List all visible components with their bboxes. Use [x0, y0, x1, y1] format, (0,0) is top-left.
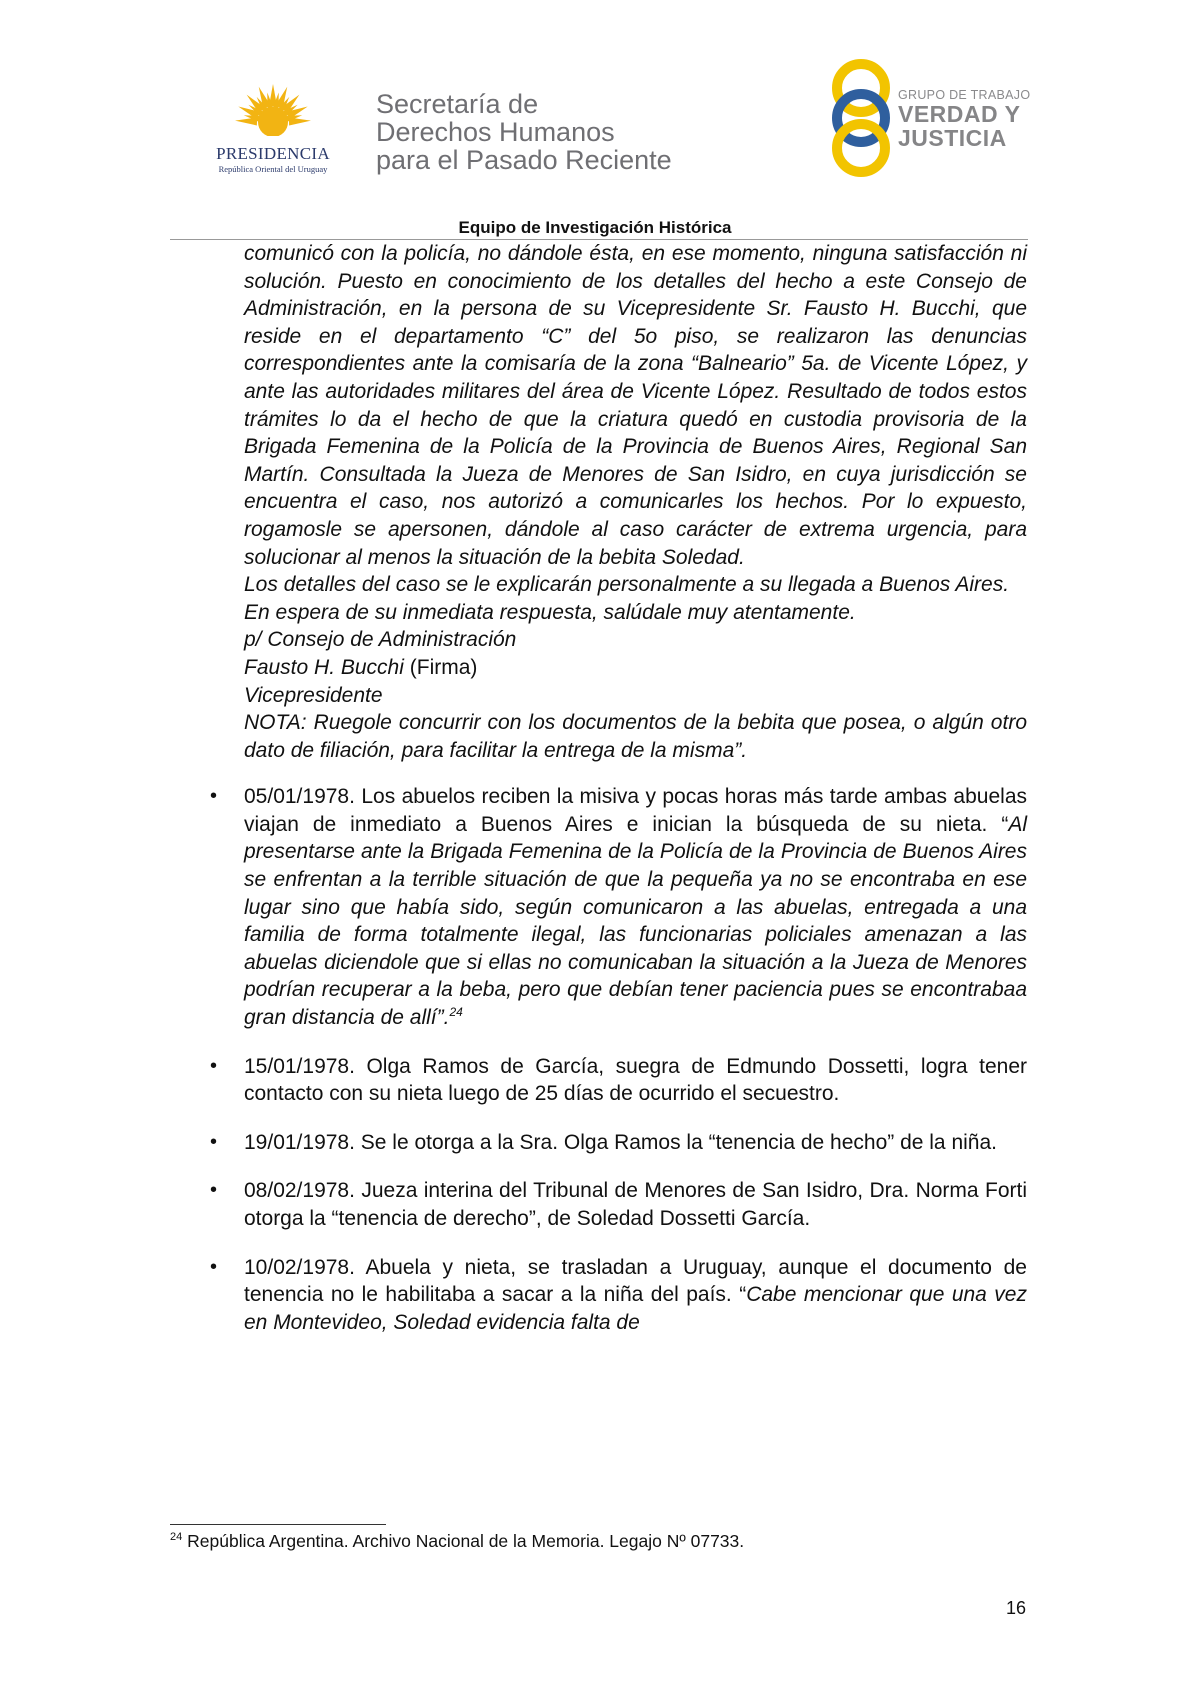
footnote-number: 24 [170, 1531, 183, 1544]
verdad-justicia-rings-logo [818, 56, 904, 180]
quoted-letter [244, 240, 1027, 764]
document-header [0, 0, 1190, 240]
grupo-trabajo-line-2: VERDAD Y [898, 101, 1021, 127]
quote-signer-title: Vicepresidente [244, 683, 383, 707]
footnote-divider [170, 1524, 386, 1525]
quote-paragraph: comunicó con la policía, no dándole ésta, en ese momento, ninguna satisfacción ni solución. Puesto en conocimiento de los detalles del hecho a este Consejo de Administración, en la persona de su Vicepresidente Sr. Fausto H. Bucchi, que reside en el departamento “C” del 5o piso, se realizaron las denuncias correspondientes ante la comisaría de la zona “Balneario” 5a. de Vicente López, y ante las autoridades militares del área de Vicente López. Resultado de todos estos trámites lo da el hecho de que la criatura quedó en custodia provisoria de la Brigada Femenina de la Policía de la Provincia de Buenos Aires, Regional San Martín. Consultada la Jueza de Menores de San Isidro, en cuya jurisdicción se encuentra el caso, nos autorizó a comunicarles los hechos. Por lo expuesto, rogamosle se apersonen, dándole al caso carácter de extrema urgencia, para solucionar al menos la situación de la bebita Soledad. [244, 242, 1027, 569]
timeline-item [244, 1177, 1027, 1232]
secretaria-line-3: para el Pasado Reciente [376, 145, 672, 175]
footnote [170, 1531, 744, 1552]
timeline-item-quote: Al presentarse ante la Brigada Femenina de la Policía de la Provincia de Buenos Aires se enfrentan a la terrible situación de que la pequeña ya no se encontraba en ese lugar sino que había sido, según comunicaron a las abuelas, entregada a una familia de forma totalmente ilegal, las funcionarias policiales amenazan a las abuelas diciendole que si ellas no comunicaban la situación a la Jueza de Menores podrían recuperar a la beba, pero que debían tener paciencia pues se encontrabaa gran distancia de allí”. [244, 812, 1027, 1030]
quote-closing: En espera de su inmediata respuesta, salúdale muy atentamente. [244, 600, 856, 624]
timeline-item-text: 10/02/1978. Abuela y nieta, se trasladan a Uruguay, aunque el documento de tenencia no le habilitaba a sacar a la niña del país. “ [244, 1255, 1027, 1307]
quote-nota: NOTA: Ruegole concurrir con los documentos de la bebita que posea, o algún otro dato de filiación, para facilitar la entrega de la misma”. [244, 711, 1027, 762]
quote-signer-line [244, 654, 1027, 682]
grupo-trabajo-line-3: JUSTICIA [898, 125, 1007, 151]
timeline-item-quote: Cabe mencionar que una vez en Montevideo, Soledad evidencia falta de [244, 1283, 1027, 1334]
quote-signoff: p/ Consejo de Administración [244, 628, 517, 652]
timeline-item-text: 15/01/1978. Olga Ramos de García, suegra de Edmundo Dossetti, logra tener contacto con su nieta luego de 25 días de ocurrido el secuestro. [244, 1054, 1027, 1106]
quote-signer-note: (Firma) [409, 655, 478, 679]
timeline-item-text: 08/02/1978. Jueza interina del Tribunal de Menores de San Isidro, Dra. Norma Forti otorga la “tenencia de derecho”, de Soledad Dossetti García. [244, 1179, 1027, 1230]
page-body [244, 240, 1027, 1336]
page-number: 16 [1006, 1598, 1027, 1618]
timeline-item [244, 1053, 1027, 1108]
team-title: Equipo de Investigación Histórica [458, 218, 732, 237]
grupo-trabajo-line-1: GRUPO DE TRABAJO [898, 88, 1031, 102]
secretaria-title [376, 90, 672, 174]
footnote-reference: 24 [449, 1005, 463, 1020]
presidencia-subtitle: República Oriental del Uruguay [218, 164, 328, 174]
quote-details: Los detalles del caso se le explicarán personalmente a su llegada a Buenos Aires. [244, 573, 1010, 597]
secretaria-line-2: Derechos Humanos [376, 117, 615, 147]
quote-signer: Fausto H. Bucchi [244, 655, 404, 679]
timeline-list [244, 783, 1027, 1336]
timeline-item-text: 19/01/1978. Se le otorga a la Sra. Olga Ramos la “tenencia de hecho” de la niña. [244, 1130, 997, 1154]
timeline-item-text: 05/01/1978. Los abuelos reciben la misiva y pocas horas más tarde ambas abuelas viajan de inmediato a Buenos Aires e inician la búsqueda de su nieta. “ [244, 785, 1027, 836]
presidencia-label: PRESIDENCIA [216, 144, 330, 163]
secretaria-line-1: Secretaría de [376, 89, 539, 119]
timeline-item [244, 1129, 1027, 1157]
timeline-item [244, 1254, 1027, 1337]
footnote-text: República Argentina. Archivo Nacional de la Memoria. Legajo Nº 07733. [187, 1531, 745, 1551]
grupo-trabajo-text [898, 88, 1030, 150]
timeline-item [244, 783, 1027, 1031]
